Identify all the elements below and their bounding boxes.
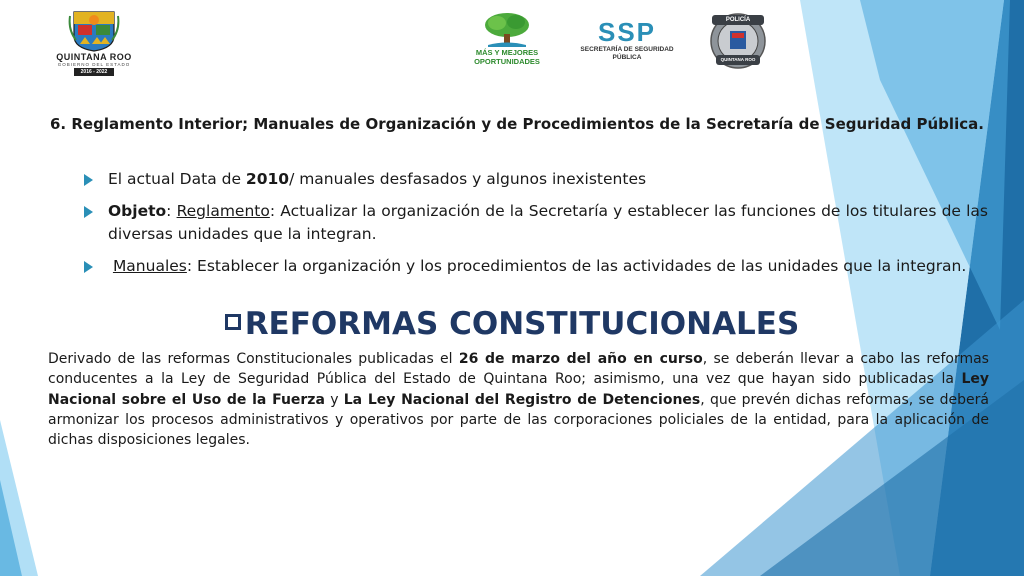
section-title: REFORMAS CONSTITUCIONALES bbox=[0, 304, 1024, 344]
list-item: Objeto: Reglamento: Actualizar la organización de la Secretaría y establecer las funciones de los titulares de las diversas unidades que la integran. bbox=[80, 200, 988, 246]
checkbox-bullet-icon bbox=[225, 314, 241, 330]
list-item: El actual Data de 2010/ manuales desfasados y algunos inexistentes bbox=[80, 168, 988, 191]
arrow-bullet-icon bbox=[84, 174, 93, 186]
program-logo-line1: MÁS Y MEJORES bbox=[475, 48, 539, 57]
agency-logo bbox=[562, 18, 692, 64]
program-logo-line2: OPORTUNIDADES bbox=[474, 57, 540, 66]
list-item: Manuales: Establecer la organización y los procedimientos de las actividades de las unidades que la integran. bbox=[80, 255, 988, 278]
arrow-bullet-icon bbox=[84, 261, 93, 273]
police-badge-top: POLICÍA bbox=[725, 17, 751, 23]
agency-name-line1: SECRETARÍA DE SEGURIDAD bbox=[580, 46, 674, 53]
body-paragraph: Derivado de las reformas Constitucionales publicadas el 26 de marzo del año en curso, se deberán llevar a cabo las reformas conducentes a la Ley de Seguridad Pública del Estado de Quintana Roo; asimismo, una vez que hayan sido publicadas la Ley Nacional sobre el Uso de la Fuerza y La Ley Nacional del Registro de Detenciones, que prevén dichas reformas, se deberá armonizar los procesos administrativos y operativos por parte de las corporaciones policiales de la entidad, para la aplicación de dichas disposiciones legales. bbox=[48, 351, 989, 449]
state-logo bbox=[38, 10, 150, 75]
state-logo-years: 2016 - 2022 bbox=[74, 68, 114, 76]
bullet-list bbox=[80, 168, 988, 287]
state-logo-subtitle: GOBIERNO DEL ESTADO bbox=[57, 62, 131, 67]
program-logo bbox=[458, 12, 556, 68]
state-logo-name: QUINTANA ROO bbox=[56, 52, 132, 62]
police-badge bbox=[704, 13, 772, 69]
state-crest-icon bbox=[68, 10, 120, 52]
police-badge-bottom: QUINTANA ROO bbox=[720, 57, 756, 62]
agency-acronym: SSP bbox=[597, 17, 657, 47]
tree-icon bbox=[482, 12, 532, 48]
arrow-bullet-icon bbox=[84, 206, 93, 218]
agency-name-line2: PÚBLICA bbox=[612, 54, 642, 61]
item-heading: 6. Reglamento Interior; Manuales de Organización y de Procedimientos de la Secretaría de Seguridad Pública. bbox=[50, 115, 984, 133]
